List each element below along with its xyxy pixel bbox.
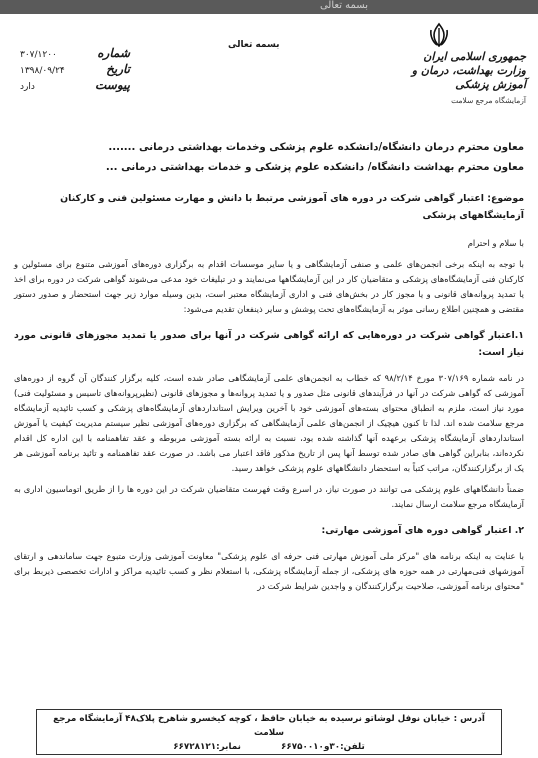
- ministry-logo-text: [396, 50, 526, 108]
- ministry-subtitle: آزمایشگاه مرجع سلامت: [451, 96, 526, 105]
- intro-paragraph: با توجه به اینکه برخی انجمن‌های علمی و صنفی آزمایشگاهی و یا سایر موسسات اقدام به برگزاری دوره‌های آموزشی متنوع برای مسئولین و کارکنان فنی آزمایشگاه‌های پزشکی و متقاضیان کار در این آزمایشگاهها می‌نمایند و در تبلیغات خود مدعی می‌شوند گواهی شرکت در دوره برای اخذ یا تمدید پروانه‌های قانونی و یا مجوز کار در بخش‌های فنی و اداری آزمایشگاه معتبر است، بدین وسیله موارد زیر جهت استحضار و صدور دستور مقتضی و همچنین اطلاع رسانی موثر به آزمایشگاه‌های تحت پوشش و سایر ذینفعان تقدیم می‌شود:: [14, 259, 524, 314]
- letter-meta: [20, 46, 130, 94]
- meta-date-label: تاریخ: [106, 62, 130, 76]
- meta-date-row: [20, 62, 130, 78]
- meta-date-value: ۱۳۹۸/۰۹/۲۴: [20, 66, 65, 76]
- letter-page: [0, 14, 538, 758]
- meta-number-row: [20, 46, 130, 62]
- meta-attachment-value: دارد: [20, 82, 35, 92]
- top-bar-text: بسمه تعالی: [319, 0, 368, 11]
- section-1-paragraph: در نامه شماره ۳۰۷/۱۶۹ مورخ ۹۸/۲/۱۴ که خطاب به انجمن‌های علمی آزمایشگاهی صادر شده است، کلیه برگزار کنندگان آن گروه از دوره‌های آموزشی که گواهی شرکت در آنها در فرآیندهای قانونی مثل صدور و یا تمدید پروانه‌ها و مجوزهای قانونی (نظیرپروانه‌های تاسیس و مسئولیت فنی) مورد نیاز است، ملزم به انطباق محتوای بسته‌های آموزشی خود با آخرین ویرایش استانداردهای آزمایشگاه‌های پزشکی و کسب تائیدیه آزمایشگاه مرجع سلامت شده اند. لذا تا کنون هیچیک از انجمن‌های علمی آزمایشگاهی که برگزاری دوره‌های آموزشی نظیر سیستم مدیریت کیفیت یا آموزش استانداردهای آزمایشگاه پزشکی برعهده آنها گذاشته شده بود، نسبت به ارائه بسته آموزشی مربوطه و عقد تفاهمنامه با این اداره کل اقدام نکرده‌اند، بنابراین گواهی های صادر شده توسط آنها پس از تاریخ مذکور فاقد اعتبار می باشد. در صورت عقد تفاهمنامه و تائید برنامه آموزشی هر یک از برگزارکنندگان، مراتب کتباً به استحضار دانشگاههای علوم پزشکی خواهد رسید.: [14, 373, 524, 473]
- iran-emblem-icon: [428, 22, 450, 48]
- meta-number-label: شماره: [97, 46, 130, 60]
- recipients-block: [14, 138, 524, 178]
- section-2-title: ۲. اعتبار گواهی دوره های آموزشی مهارتی:: [321, 525, 524, 536]
- footer-address: آدرس : خیابان نوفل لوشاتو نرسیده به خیابان حافظ ، کوچه کیخسرو شاهرخ پلاک۴۸ آزمایشگاه مرجع سلامت: [53, 714, 485, 738]
- letter-footer: [36, 709, 502, 755]
- ministry-line-2: وزارت بهداشت، درمان و آموزش پزشکی: [411, 64, 526, 91]
- footer-contacts: [37, 740, 501, 754]
- footer-fax: نمابر:۶۶۷۲۸۱۲۱: [173, 742, 241, 752]
- recipient-line: معاون محترم بهداشت دانشگاه/ دانشکده علوم پزشکی و خدمات بهداشتی درمانی ...: [105, 162, 524, 173]
- ministry-line-1: جمهوری اسلامی ایران: [423, 50, 526, 63]
- top-bar: [0, 0, 538, 14]
- footer-phone: تلفن:۳۰و۶۶۷۵۰۰۱۰: [280, 742, 365, 752]
- section-2-paragraph: با عنایت به اینکه برنامه های "مرکز ملی آموزش مهارتی فنی حرفه ای علوم پزشکی" معاونت آموزشی وزارت متبوع جهت ساماندهی و ارتقای آموزشهای فنی‌مهارتی در همه حوزه های پزشکی، از جمله آزمایشگاه پزشکی، با استعلام نظر و کسب تائیدیه مراکز و ادارات تخصصی ذیربط برای "محتوای برنامه آموزشی، صلاحیت برگزارکنندگان و واجدین شرایط شرکت در: [14, 551, 524, 591]
- section-1-title: ۱.اعتبار گواهی شرکت در دوره‌هایی که ارائه گواهی شرکت در آنها برای صدور یا تمدید مجوزهای قانونی مورد نیاز است:: [14, 330, 524, 358]
- recipient-line: معاون محترم درمان دانشگاه/دانشکده علوم پزشکی وخدمات بهداشتی درمانی .......: [108, 142, 524, 153]
- letter-body: [14, 236, 524, 600]
- meta-number-value: ۳۰۷/۱۲۰۰: [20, 50, 57, 60]
- meta-attachment-label: پیوست: [95, 78, 130, 92]
- letter-subject: موضوع: اعتبار گواهی شرکت در دوره های آموزشی مرتبط با دانش و مهارت مسئولین فنی و کارکنان آزمایشگاههای پزشکی: [60, 193, 524, 221]
- greeting: با سلام و احترام: [467, 238, 524, 248]
- bismillah-heading: بسمه تعالی: [228, 40, 280, 50]
- section-1-note: ضمناً دانشگاههای علوم پزشکی می توانند در صورت نیاز، در اسرع وقت فهرست متقاضیان شرکت در این دوره ها را از طریق اتوماسیون اداری به آزمایشگاه مرجع سلامت ارسال نمایند.: [14, 484, 524, 509]
- meta-attachment-row: [20, 78, 130, 94]
